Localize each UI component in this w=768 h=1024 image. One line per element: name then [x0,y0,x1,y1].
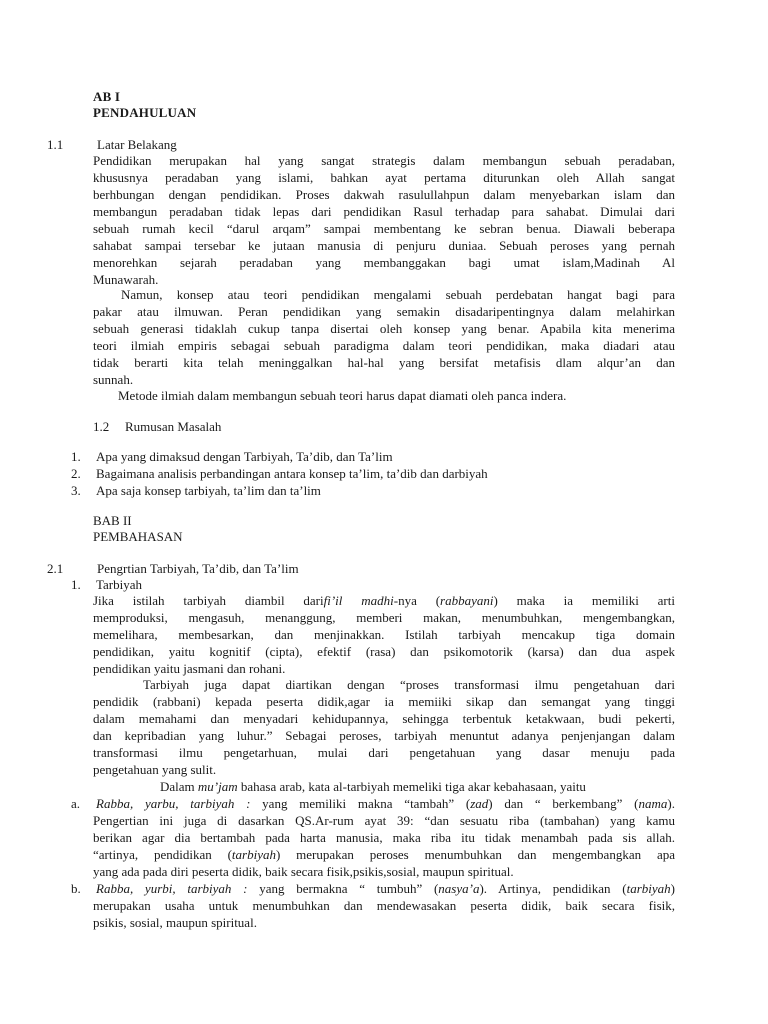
list-item: Apa yang dimaksud dengan Tarbiyah, Ta’dib, dan Ta’lim [96,449,393,464]
subsection-title: Tarbiyah [96,577,143,592]
text-span: ) [670,881,676,896]
italic-term: tarbiyah [626,881,671,896]
paragraph-tarbiyah-3 [160,778,586,795]
list-number: 3. [71,483,81,498]
text-line: sebuah generasi tidaklah cukup tanpa disertai oleh konsep yang benar. Apabila kita menerima [93,321,675,336]
chapter-title: BAB II [93,513,132,528]
text-line: Tarbiyah juga dapat diartikan dengan “proses transformasi ilmu pengetahuan dari [143,677,675,692]
text-span: -nya ( [393,593,441,608]
italic-term: tarbiyah [231,847,276,862]
text-span: ). [667,796,675,811]
text-span: ) merupakan peroses menumbuhkan dan mengembangkan apa [275,847,675,862]
text-line: Namun, konsep atau teori pendidikan mengalami sebuah perdebatan hangat bagi para [121,287,675,302]
italic-term: nama [638,796,668,811]
section-number: 2.1 [47,561,64,576]
paragraph-tarbiyah-2 [93,676,675,778]
text-line: dan kepribadian yang luhur.” Sebagai peroses, tarbiyah menuntut adanya penjenjangan dalam [93,728,675,743]
list-number: 2. [71,466,81,481]
text-line: psikis, sosial, maupun spiritual. [93,915,257,930]
italic-term: zad [470,796,489,811]
text-line: membangun peradaban tidak lepas dari pendidikan Rasul terhadap para sahabat. Dimulai dari [93,204,675,219]
text-line [93,880,675,897]
paragraph-tarbiyah-1 [93,592,675,677]
text-line: sebuah rumah kecil “darul arqam” sampai membentang ke sebran benua. Diawali beberapa [93,221,675,236]
subsection-number: 1. [71,577,81,592]
text-line: berhbungan dengan pendidikan. Proses dakwah rasulullahpun dalam menyebarkan islam dan [93,187,675,202]
chapter-subtitle: PENDAHULUAN [93,105,197,120]
text-line: pengetahuan yang sulit. [93,762,217,777]
text-span: ) dan “ berkembang” ( [488,796,639,811]
text-line: memproduksi, mengasuh, menanggung, memberi makan, menumbuhkan, mengembangkan, [93,610,675,625]
section-title: Latar Belakang [97,137,177,152]
italic-term: fi’il madhi [323,593,394,608]
italic-term: mu’jam [197,779,238,794]
paragraph-latar-3: Metode ilmiah dalam membangun sebuah teori harus dapat diamati oleh panca indera. [118,388,567,403]
text-line: merupakan usaha untuk menumbuhkan dan mendewasakan peserta didik, baik secara fisik, [93,898,675,913]
italic-term: rabbayani [440,593,494,608]
text-line: Pendidikan merupakan hal yang sangat strategis dalam membangun sebuah peradaban, [93,153,675,168]
text-span: bahasa arab, kata al-tarbiyah memeliki tiga akar kebahasaan, yaitu [237,779,586,794]
list-item: Bagaimana analisis perbandingan antara konsep ta’lim, ta’dib dan darbiyah [96,466,488,481]
text-line: pakar atau ilmuwan. Peran pendidikan yang semakin disadaripentingnya dalam melahirkan [93,304,675,319]
item-label: a. [71,796,81,811]
text-span: Dalam [160,779,198,794]
text-line: menorehkan sejarah peradaban yang membanggakan bagi umat islam,Madinah Al [93,255,675,270]
text-line: pendidikan yaitu jasmani dan rohani. [93,661,286,676]
text-line: berikan agar dia bertambah pada harta manusia, maka riba itu tidak menambah pada sis allah. [93,830,675,845]
text-span: ). Artinya, pendidikan ( [479,881,627,896]
text-span: Jika istilah tarbiyah diambil dari [93,593,324,608]
text-line: khususnya peradaban yang islami, bahkan ayat pertama diturunkan oleh Allah sangat [93,170,675,185]
paragraph-latar-2 [93,286,675,388]
text-line: transformasi ilmu pengetarhuan, mulai dari pengetahuan yang dasar menuju pada [93,745,675,760]
text-line: yang ada pada diri peserta didik, baik secara fisik,psikis,sosial, maupun spiritual. [93,864,514,879]
list-item: Apa saja konsep tarbiyah, ta’lim dan ta’lim [96,483,321,498]
section-title: Rumusan Masalah [125,419,222,434]
text-line: sahabat sampai tersebar ke jutaan manusia di penjuru duniaa. Sebuah peroses yang pernah [93,238,675,253]
text-span: ) maka ia memiliki arti [493,593,675,608]
chapter-subtitle: PEMBAHASAN [93,529,183,544]
italic-term: Rabba, yurbi, tarbiyah : [96,881,248,896]
text-line: Pengertian ini juga di dasarkan QS.Ar-rum ayat 39: “dan sesuatu riba (tambahan) yang kamu [93,813,675,828]
list-number: 1. [71,449,81,464]
paragraph-latar-1 [93,152,675,288]
text-line: Munawarah. [93,272,159,287]
text-line: memelihara, membesarkan, dan menjinakkan. Istilah tarbiyah mencakup tiga domain [93,627,675,642]
text-line: sunnah. [93,372,134,387]
text-span: “artinya, pendidikan ( [93,847,232,862]
text-span: yang memiliki makna “tambah” ( [250,796,471,811]
item-label: b. [71,881,81,896]
text-line: teori ilmiah empiris sebagai sebuah paradigma dalam teori pendidikan, maka diadari atau [93,338,675,353]
text-line [93,592,675,609]
text-line: pendidikan, yaitu kognitif (cipta), efektif (rasa) dan psikomotorik (karsa) dan dua aspek [93,644,675,659]
text-line [93,795,675,812]
italic-term: Rabba, yarbu, tarbiyah : [96,796,251,811]
text-span: yang bermakna “ tumbuh” ( [247,881,439,896]
text-line: tidak berarti kita telah meninggalkan hal-hal yang bersifat metafisis dlam alqur’an dan [93,355,675,370]
item-b-text [93,880,675,931]
text-line: dalam memahami dan menyadari kehidupannya, sehingga terbentuk ketakwaan, budi pekerti, [93,711,675,726]
item-a-text [93,795,675,880]
section-number: 1.1 [47,137,64,152]
text-line [93,846,675,863]
section-number: 1.2 [93,419,110,434]
section-title: Pengrtian Tarbiyah, Ta’dib, dan Ta’lim [97,561,299,576]
italic-term: nasya’a [438,881,480,896]
text-line: pendidik (rabbani) kepada peserta didik,agar ia memiiki sikap dan semangat yang tinggi [93,694,675,709]
chapter-title: AB I [93,89,121,104]
